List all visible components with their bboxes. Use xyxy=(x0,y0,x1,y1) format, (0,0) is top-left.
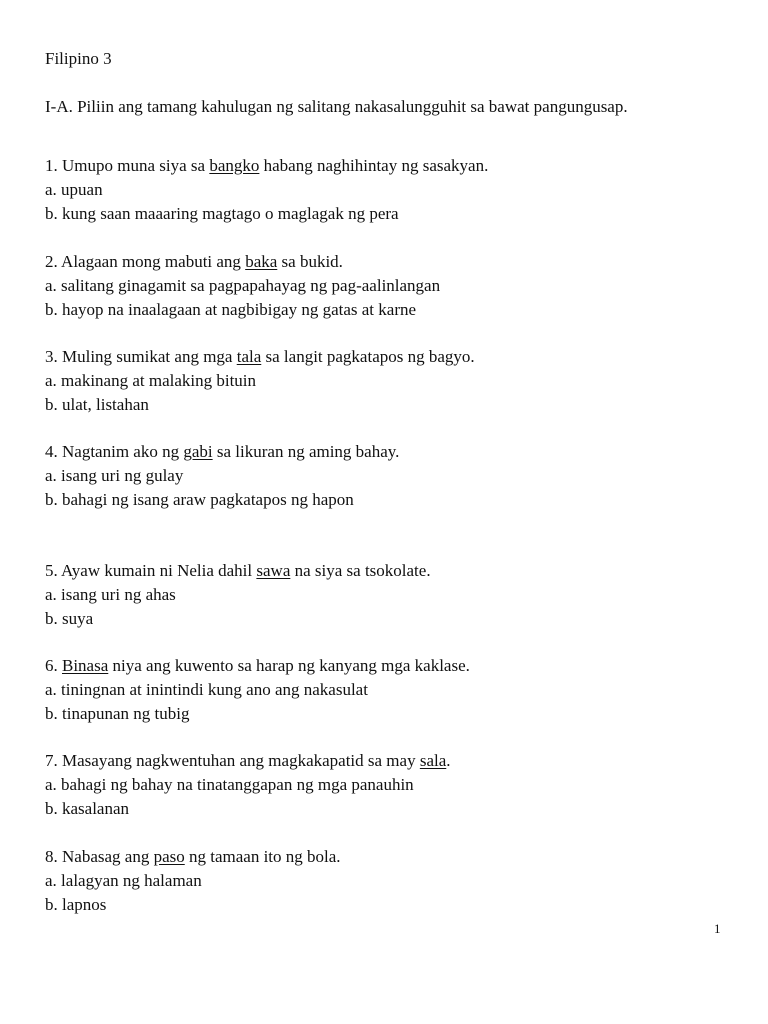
option-a: a. tiningnan at inintindi kung ano ang nakasulat xyxy=(45,680,368,699)
option-a: a. bahagi ng bahay na tinatanggapan ng mga panauhin xyxy=(45,775,414,794)
option-a: a. upuan xyxy=(45,180,103,199)
question-5 xyxy=(45,559,725,631)
option-a: a. lalagyan ng halaman xyxy=(45,871,202,890)
stem-after: sa likuran ng aming bahay. xyxy=(212,442,400,461)
stem-after: habang naghihintay ng sasakyan. xyxy=(259,156,489,175)
stem-before: 5. Ayaw kumain ni Nelia dahil xyxy=(45,561,257,580)
option-b: b. ulat, listahan xyxy=(45,395,149,414)
question-stem xyxy=(45,154,725,178)
stem-after: . xyxy=(446,751,451,770)
option-a: a. isang uri ng gulay xyxy=(45,466,184,485)
stem-before: 2. Alagaan mong mabuti ang xyxy=(45,252,246,271)
option-b: b. tinapunan ng tubig xyxy=(45,704,190,723)
question-stem xyxy=(45,845,725,869)
underlined-word: sala xyxy=(419,751,447,770)
option-b: b. kasalanan xyxy=(45,799,130,818)
page-number: 1 xyxy=(714,921,721,936)
question-6 xyxy=(45,654,725,726)
question-2 xyxy=(45,250,725,322)
instructions: I-A. Piliin ang tamang kahulugan ng salitang nakasalungguhit sa bawat pangungusap. xyxy=(45,97,628,116)
stem-before: 4. Nagtanim ako ng xyxy=(45,442,184,461)
underlined-word: gabi xyxy=(183,442,213,461)
question-stem xyxy=(45,749,725,773)
question-4 xyxy=(45,440,725,512)
option-b: b. kung saan maaaring magtago o maglagak ng pera xyxy=(45,204,399,223)
question-stem xyxy=(45,559,725,583)
stem-before: 6. xyxy=(45,656,62,675)
option-b: b. hayop na inaalagaan at nagbibigay ng gatas at karne xyxy=(45,300,417,319)
question-stem xyxy=(45,250,725,274)
underlined-word: bangko xyxy=(209,156,260,175)
stem-before: 1. Umupo muna siya sa xyxy=(45,156,210,175)
stem-after: ng tamaan ito ng bola. xyxy=(184,847,341,866)
underlined-word: baka xyxy=(245,252,278,271)
option-a: a. isang uri ng ahas xyxy=(45,585,176,604)
stem-after: na siya sa tsokolate. xyxy=(290,561,431,580)
question-1 xyxy=(45,154,725,226)
question-7 xyxy=(45,749,725,821)
option-b: b. lapnos xyxy=(45,895,107,914)
stem-before: 7. Masayang nagkwentuhan ang magkakapatid sa may xyxy=(45,751,420,770)
question-stem xyxy=(45,440,725,464)
question-8 xyxy=(45,845,725,917)
option-b: b. suya xyxy=(45,609,94,628)
question-3 xyxy=(45,345,725,417)
stem-after: sa bukid. xyxy=(277,252,343,271)
underlined-word: paso xyxy=(153,847,185,866)
option-b: b. bahagi ng isang araw pagkatapos ng hapon xyxy=(45,490,354,509)
question-stem xyxy=(45,345,725,369)
stem-after: sa langit pagkatapos ng bagyo. xyxy=(261,347,475,366)
stem-after: niya ang kuwento sa harap ng kanyang mga kaklase. xyxy=(108,656,470,675)
underlined-word: tala xyxy=(236,347,262,366)
stem-before: 3. Muling sumikat ang mga xyxy=(45,347,237,366)
subject-title: Filipino 3 xyxy=(45,49,112,68)
stem-before: 8. Nabasag ang xyxy=(45,847,154,866)
option-a: a. salitang ginagamit sa pagpapahayag ng pag-aalinlangan xyxy=(45,276,441,295)
underlined-word: Binasa xyxy=(62,656,109,675)
underlined-word: sawa xyxy=(256,561,291,580)
question-stem xyxy=(45,654,725,678)
option-a: a. makinang at malaking bituin xyxy=(45,371,257,390)
